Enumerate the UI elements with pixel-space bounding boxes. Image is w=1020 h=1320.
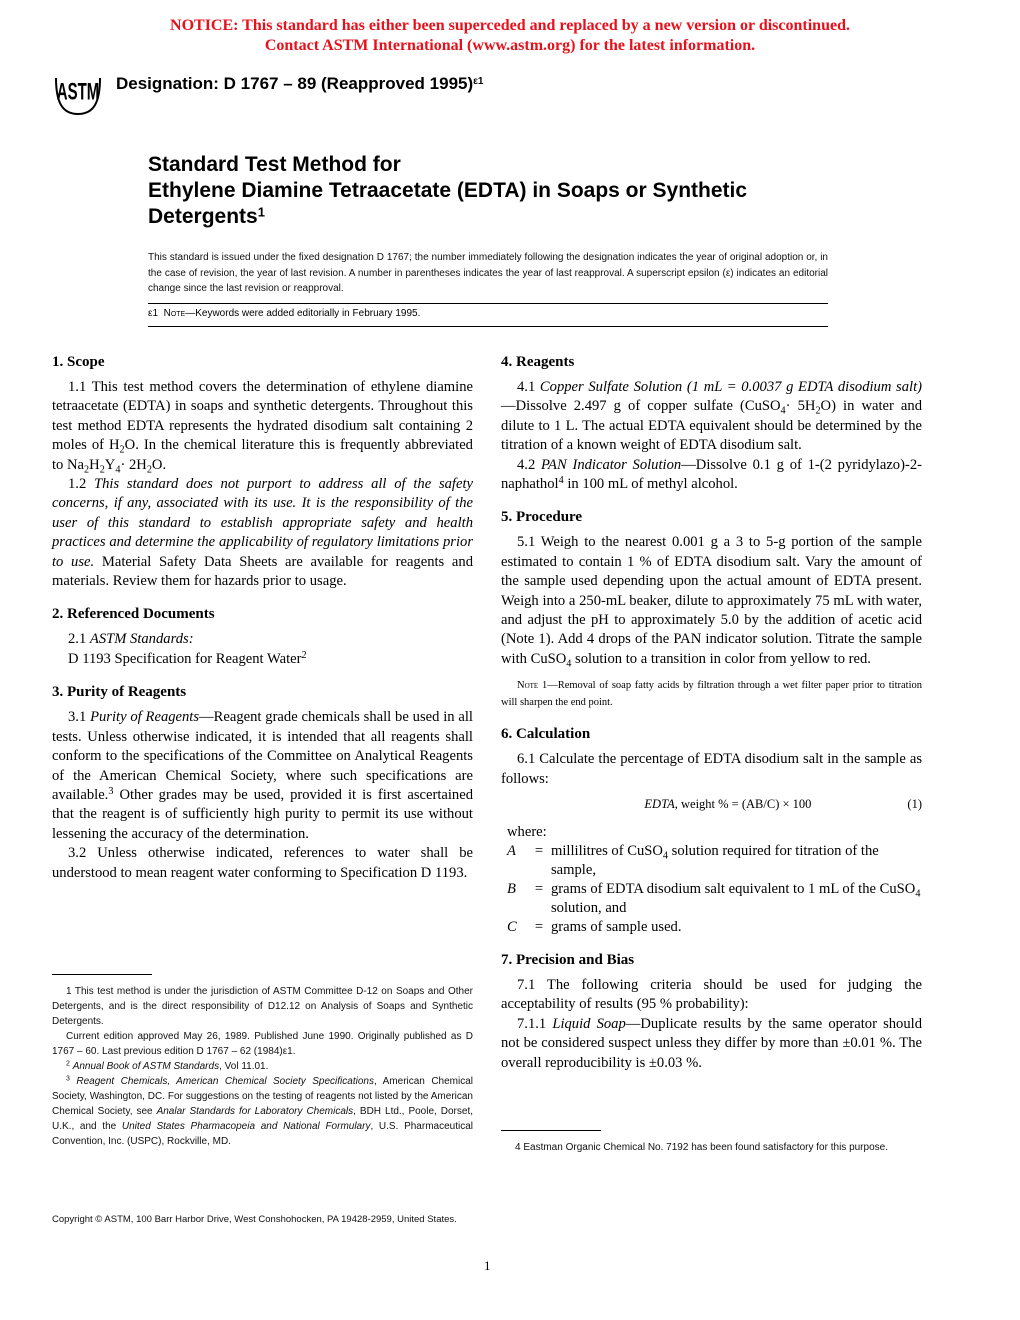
note-label: Note [517,680,539,692]
reagents-p1-num: 4.1 [517,379,536,395]
footnote-3-b: , BDH Ltd., Poole, Dorset, U.K., and the [52,1106,474,1132]
footnote-3-a: , American Chemical Society, Washington, DC. For suggestions on the testing of reagents not listed by the American Chemical Society, see [52,1076,474,1117]
scope-p1-d: Y [104,456,116,473]
equation-1 [501,795,922,814]
variable-definition [551,918,922,937]
var-def-b: solution, and [551,899,627,916]
section-precision [501,950,922,1073]
purity-p1-a: —Reagent grade chemicals shall be used in all tests. Unless otherwise indicated, it is intended that all reagents shall conform to the specifications of the Committee on Analytical Reagents of the American Chemical Society, where such specifications are available. [52,709,473,803]
sub: 2 [146,464,152,476]
sub: 2 [119,444,125,456]
precision-p2-rest: —Duplicate results by the same operator should not be considered suspect unless they differ by more than ±0.01 %. The overall reproducibility is ±0.03 %. [501,1015,922,1071]
section-calculation [501,724,922,937]
scope-para-1 [52,378,473,475]
footnote-3-italic-2: Analar Standards for Laboratory Chemicals [156,1106,354,1117]
purity-heading: 3. Purity of Reagents [52,684,187,701]
calculation-heading: 6. Calculation [501,726,591,743]
var-def-b: solution required for titration of the sample, [551,842,879,878]
scope-p2-num: 1.2 [68,476,87,493]
scope-p2-rest: Material Safety Data Sheets are available for reagents and materials. Review them for hazards prior to usage. [52,553,473,590]
designation [116,74,483,94]
reagents-p2-italic: PAN Indicator Solution [541,456,682,473]
sub: 4 [662,850,668,862]
notice-banner [0,16,1020,56]
referenced-para-2 [52,650,473,669]
scope-p1-a: 1.1 This test method covers the determination of ethylene diamine tetraacetate (EDTA) in soaps and synthetic detergents. Throughout this test method EDTA represents the hydrated disodium salt containing 2 moles of H [52,379,473,454]
scope-p1-b: O. In the chemical literature this is frequently abbreviated to Na [52,437,473,473]
precision-heading: 7. Precision and Bias [501,951,635,968]
section-referenced-documents [52,604,473,669]
footnote-3-italic-1: Reagent Chemicals, American Chemical Society Specifications [76,1076,374,1087]
precision-para-1: 7.1 The following criteria should be used for judging the acceptability of results (95 % probability): [501,976,922,1013]
reagents-heading: 4. Reagents [501,354,575,370]
footnote-4: 4 Eastman Organic Chemical No. 7192 has been found satisfactory for this purpose. [515,1142,888,1153]
variable-equals: = [534,880,544,897]
purity-para-1 [52,708,473,844]
footnote-2 [52,1059,473,1074]
sub: 4 [566,658,572,670]
variable-row [501,842,922,880]
var-def-a: grams of sample used. [551,918,682,935]
page-number: 1 [484,1258,491,1273]
scope-heading: 1. Scope [52,354,105,370]
procedure-para-1 [501,533,922,669]
variable-equals: = [534,842,544,859]
footnote-mark: 2 [301,649,307,661]
var-def-a: millilitres of CuSO [551,842,663,859]
variable-symbol: A [507,842,516,859]
footnote-2-italic: Annual Book of ASTM Standards [72,1061,220,1072]
note-text: 1—Removal of soap fatty acids by filtration through a wet filter paper prior to titration will sharpen the end point. [501,680,922,709]
footnote-1: 1 This test method is under the jurisdiction of ASTM Committee D-12 on Soaps and Other Detergents, and is the direct responsibility of D12.12 on Analysis of Soaps and Synthetic Detergents. [52,986,473,1027]
precision-p2-italic: Liquid Soap [552,1015,626,1032]
reagents-p2-b: in 100 mL of methyl alcohol. [563,476,738,493]
variable-row [501,880,922,918]
footnote-3 [52,1074,473,1149]
scope-p1-e: · 2H [120,456,147,473]
referenced-para-1 [52,630,473,649]
referenced-heading: 2. Referenced Documents [52,606,215,623]
procedure-heading: 5. Procedure [501,509,583,526]
sub: 4 [115,464,121,476]
purity-p1-b: Other grades may be used, provided it is first ascertained that the reagent is of sufficiently high purity to permit its use without lessening the accuracy of the determination. [52,786,473,842]
procedure-note [501,677,922,711]
issuance-statement: This standard is issued under the fixed designation D 1767; the number immediately following the designation indicates the year of original adoption or, in the case of revision, the year of last revision. A number in parentheses indicates the year of last reapproval. A superscript epsilon (ε) indicates an editorial change since the last revision or reapproval. [148,252,828,294]
footnote-num: 2 [66,1060,70,1068]
title-line-1: Standard Test Method for [148,153,401,176]
referenced-p2-text: D 1193 Specification for Reagent Water [68,650,302,667]
right-column [501,352,922,1086]
editorial-note [148,308,420,319]
copyright: Copyright © ASTM, 100 Barr Harbor Drive, West Conshohocken, PA 19428-2959, United States. [52,1214,457,1225]
equation-italic: EDTA [644,797,675,812]
notice-line-2: Contact ASTM International (www.astm.org) for the latest information. [264,37,756,54]
reagents-p1-a: —Dissolve 2.497 g of copper sulfate (CuSO [501,398,781,415]
divider-bottom [148,326,828,327]
title-line-3-text: Detergents [148,205,258,228]
footnotes-left [52,984,473,1149]
footnote-mark: 4 [558,474,564,486]
procedure-p1-b: solution to a transition in color from yellow to red. [571,650,871,667]
variable-symbol: C [507,918,517,935]
footnote-1b: Current edition approved May 26, 1989. Published June 1990. Originally published as D 1767 – 60. Last previous edition D 1767 – 62 (1984)ε1. [52,1031,473,1057]
footnote-3-italic-3: United States Pharmacopeia and National Formulary [121,1121,371,1132]
editorial-note-text: —Keywords were added editorially in February 1995. [185,308,421,319]
precision-para-2 [501,1015,922,1073]
left-column [52,352,473,896]
purity-p1-italic: Purity of Reagents [90,709,200,726]
title-footnote-mark: 1 [257,204,265,220]
footnote-rule-right [501,1130,601,1131]
reagents-para-2 [501,456,922,495]
reagents-p1-c: O) in water and dilute to 1 L. The actual EDTA equivalent should be determined by the titration of a known weight of EDTA disodium salt. [501,398,922,454]
astm-logo [52,74,104,118]
purity-p1-num: 3.1 [68,709,87,726]
title-line-2: Ethylene Diamine Tetraacetate (EDTA) in Soaps or Synthetic [148,179,748,202]
footnote-2-rest: , Vol 11.01. [219,1061,269,1072]
designation-text: Designation: D 1767 – 89 (Reapproved 1995) [116,74,474,93]
purity-para-2: 3.2 Unless otherwise indicated, references to water shall be understood to mean reagent water conforming to Specification D 1193. [52,845,473,881]
notice-line-1: NOTICE: This standard has either been superceded and replaced by a new version or discontinued. [170,17,850,34]
reagents-p2-a: —Dissolve 0.1 g of 1-(2 pyridylazo)-2-naphathol [501,456,922,493]
variable-equals: = [534,918,544,935]
footnote-num: 3 [66,1075,70,1083]
sub: 2 [84,464,90,476]
astm-logo-text: ASTM [56,79,100,106]
editorial-mark: ε1 [148,308,159,319]
footnote-rule-left [52,974,152,975]
equation-text: , weight % = (AB/C) × 100 [674,797,812,812]
variable-definition [551,880,922,918]
sub: 2 [99,464,105,476]
reagents-para-1 [501,378,922,456]
section-purity [52,682,473,883]
variable-row [501,918,922,937]
reagents-p2-num: 4.2 [517,456,536,473]
title-line-3 [148,204,888,230]
footnote-3-c: , U.S. Pharmaceutical Convention, Inc. (USPC), Rockville, MD. [52,1121,473,1147]
var-def-a: grams of EDTA disodium salt equivalent to 1 mL of the CuSO [551,880,916,897]
scope-p1-f: O. [151,456,167,473]
section-reagents [501,352,922,494]
sub: 4 [915,888,921,900]
variable-list [501,823,922,937]
sub: 2 [815,405,821,417]
scope-para-2 [52,475,473,591]
reagents-p1-b: · 5H [785,398,816,415]
designation-epsilon: ε1 [473,76,484,87]
variable-symbol: B [507,880,516,897]
referenced-p1-italic: ASTM Standards: [89,631,194,648]
referenced-p1-num: 2.1 [68,631,87,648]
section-procedure [501,507,922,711]
section-scope [52,352,473,591]
where-label: where: [507,823,547,840]
reagents-p1-italic: Copper Sulfate Solution (1 mL = 0.0037 g EDTA disodium salt) [539,379,922,395]
variable-definition [551,842,922,880]
footnote-mark: 3 [108,785,114,797]
calculation-para-1: 6.1 Calculate the percentage of EDTA disodium salt in the sample as follows: [501,751,922,787]
editorial-note-label: Note [163,308,186,319]
scope-p2-italic: This standard does not purport to address all of the safety concerns, if any, associated with its use. It is the responsibility of the user of this standard to establish appropriate safety and health practices and determine the applicability of regulatory limitations prior to use. [52,476,473,570]
divider-top [148,303,828,304]
precision-p2-num: 7.1.1 [517,1015,547,1032]
footnotes-right [501,1140,922,1155]
procedure-p1-a: 5.1 Weigh to the nearest 0.001 g a 3 to 5-g portion of the sample estimated to contain 1 % of EDTA disodium salt. Vary the amount of the sample used depending upon the actual amount of EDTA present. Weigh into a 250-mL beaker, dilute to approximately 75 mL with water, and adjust the pH to approximately 5.0 by the addition of acetic acid (Note 1). Add 4 drops of the PAN indicator solution. Titrate the sample with CuSO [501,534,922,667]
equation-number: (1) [907,797,922,812]
scope-p1-c: H [89,456,100,473]
sub: 4 [780,405,786,417]
page-title [148,152,888,230]
